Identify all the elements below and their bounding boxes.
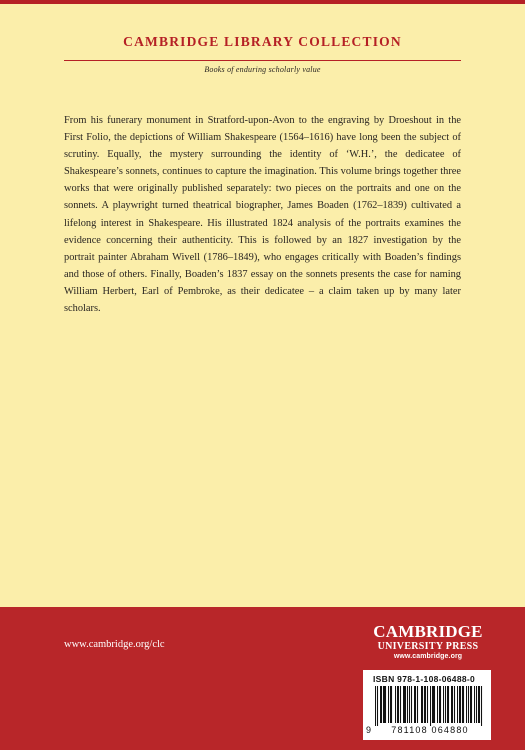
barcode-bar: [424, 686, 425, 723]
barcode-digits: 781108 064880: [391, 725, 469, 735]
barcode-bar: [447, 686, 448, 723]
barcode-bar: [390, 686, 391, 723]
barcode-panel: [363, 670, 491, 740]
barcode-bar: [409, 686, 410, 723]
barcode-bar: [405, 686, 406, 723]
barcode-bar: [471, 686, 472, 723]
book-description: From his funerary monument in Stratford-upon-Avon to the engraving by Droeshout in the First Folio, the depictions of William Shakespeare (1564–1616) have long been the subject of scrutiny. Equally, the mystery surrounding the identity of ‘W.H.’, the dedicatee of Shakespeare’s sonnets, continues to capture the imagination. This volume brings together three works that were originally published separately: two pieces on the portraits and one on the sonnets. A playwright turned theatrical biographer, James Boaden (1762–1839) cultivated a lifelong interest in Shakespeare. His illustrated 1824 analysis of the portraits examines the evidence concerning their authenticity. This is followed by an 1827 investigation by the portrait painter Abraham Wivell (1786–1849), who engages critically with Boaden’s findings and those of others. Finally, Boaden’s 1837 essay on the sonnets presents the case for naming William Herbert, Earl of Pembroke, as their dedicatee – a claim taken up by many later scholars.: [64, 115, 461, 315]
barcode-bar: [421, 686, 422, 723]
barcode-bar: [395, 686, 396, 723]
barcode-bar: [470, 686, 471, 723]
barcode-bar: [459, 686, 460, 723]
barcode-bar: [454, 686, 455, 723]
top-red-band: [0, 0, 525, 4]
barcode-bar: [478, 686, 479, 723]
barcode-bar: [381, 686, 382, 723]
isbn-label: ISBN 978-1-108-06488-0: [373, 674, 476, 684]
barcode-bar: [400, 686, 401, 723]
barcode-bar: [433, 686, 434, 723]
barcode-bar: [388, 686, 389, 723]
barcode-bar: [425, 686, 426, 723]
barcode-bar: [403, 686, 404, 723]
barcode-bar: [479, 686, 480, 723]
barcode-bar: [417, 686, 418, 723]
title-rule: [64, 60, 461, 61]
barcode-bar: [375, 686, 376, 726]
barcode-bar: [415, 686, 416, 723]
barcode-bar: [457, 686, 458, 723]
publisher-logo: [360, 623, 496, 661]
barcode-bar: [385, 686, 386, 723]
barcode-first-digit: 9: [366, 725, 372, 735]
barcode-bar: [439, 686, 440, 723]
collection-website-link[interactable]: www.cambridge.org/clc: [64, 639, 165, 650]
publisher-website: www.cambridge.org: [393, 653, 463, 660]
barcode-bar: [476, 686, 477, 723]
barcode-bar: [440, 686, 441, 723]
barcode-bar: [434, 686, 435, 723]
barcode-bar: [377, 686, 378, 726]
barcode-bar: [384, 686, 385, 723]
barcode-bar: [460, 686, 461, 723]
barcode-bar: [474, 686, 475, 723]
barcode-bar: [466, 686, 467, 723]
barcode-bar: [445, 686, 446, 723]
barcode-bar: [404, 686, 405, 723]
barcode-bar: [451, 686, 452, 723]
barcode-bar: [383, 686, 384, 723]
collection-title: CAMBRIDGE LIBRARY COLLECTION: [123, 34, 402, 49]
barcode-bar: [397, 686, 398, 723]
barcode-icon: [375, 686, 483, 726]
publisher-subtitle: UNIVERSITY PRESS: [377, 641, 479, 652]
barcode-bar: [380, 686, 381, 723]
barcode-bar: [411, 686, 412, 723]
barcode-bar: [463, 686, 464, 723]
collection-tagline: Books of enduring scholarly value: [204, 65, 321, 74]
barcode-bar: [437, 686, 438, 723]
publisher-name: CAMBRIDGE: [373, 622, 483, 641]
barcode-bar: [452, 686, 453, 723]
barcode-bar: [448, 686, 449, 723]
barcode-bar: [398, 686, 399, 723]
barcode-bar: [468, 686, 469, 723]
barcode-bar: [443, 686, 444, 723]
barcode-bar: [430, 686, 431, 726]
barcode-bar: [407, 686, 408, 723]
barcode-bar: [422, 686, 423, 723]
barcode-bar: [432, 686, 433, 723]
barcode-bar: [481, 686, 482, 726]
barcode-bar: [414, 686, 415, 723]
barcode-bar: [462, 686, 463, 723]
barcode-bar: [427, 686, 428, 723]
barcode-bar: [391, 686, 392, 723]
